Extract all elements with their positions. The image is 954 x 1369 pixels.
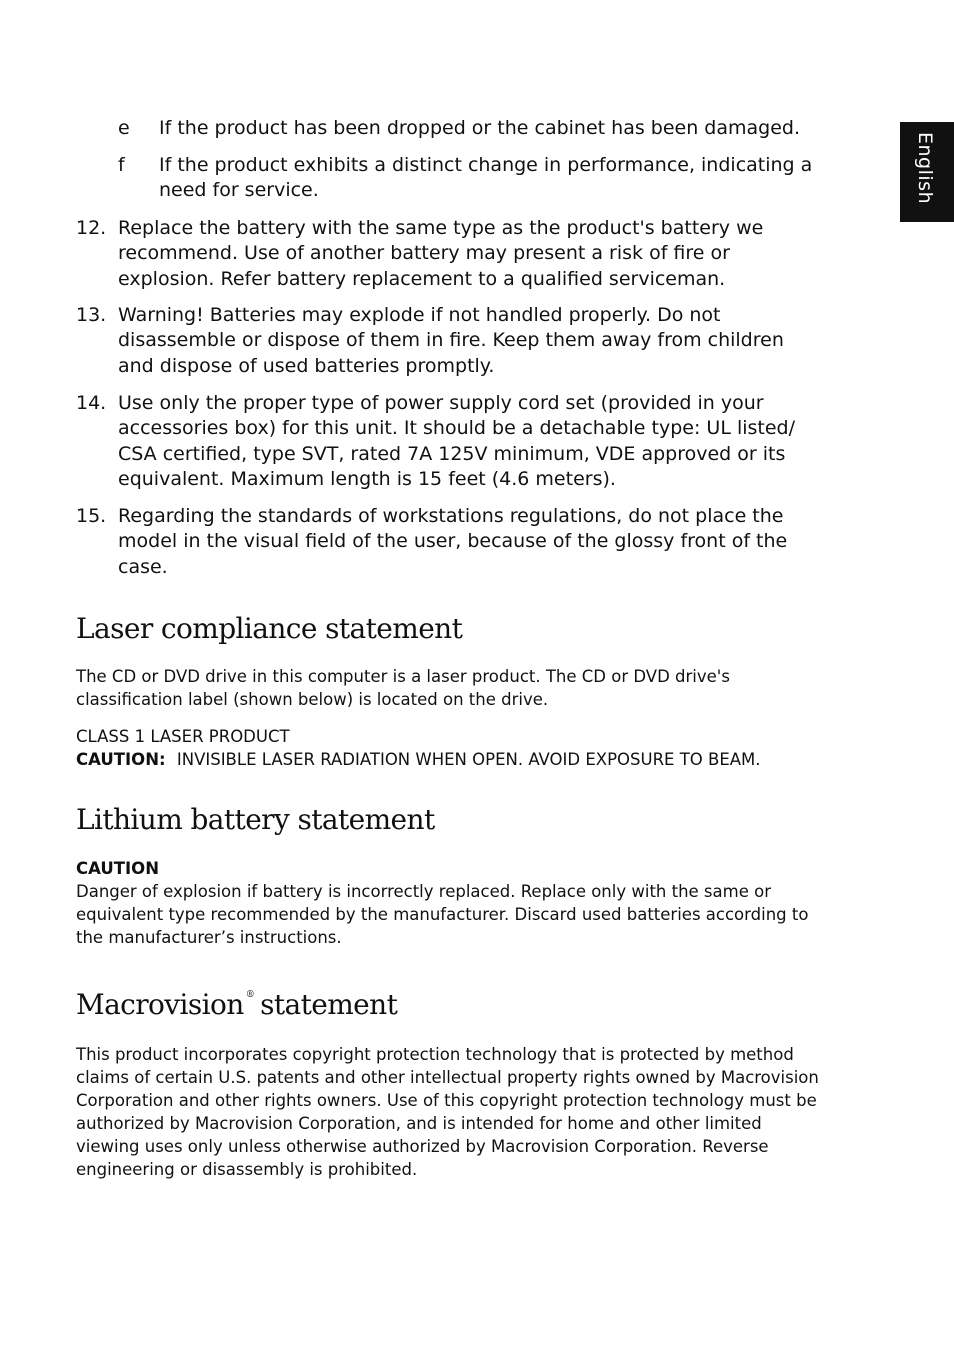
item-number: 15. bbox=[76, 505, 107, 527]
language-tab-label: English bbox=[914, 132, 936, 205]
item-number: 13. bbox=[76, 304, 107, 326]
list-item-text: If the product exhibits a distinct change in performance, indicating a need for service. bbox=[159, 154, 813, 201]
item-number: 12. bbox=[76, 217, 107, 239]
laser-heading: Laser compliance statement bbox=[76, 612, 463, 645]
language-tab bbox=[900, 122, 954, 222]
laser-caution bbox=[76, 748, 821, 771]
caution-label: CAUTION: bbox=[76, 750, 166, 769]
macrovision-heading-rest: statement bbox=[260, 988, 398, 1021]
list-item-e bbox=[118, 116, 818, 141]
macrovision-heading bbox=[76, 988, 397, 1021]
numbered-item-15 bbox=[76, 504, 816, 580]
numbered-item-12 bbox=[76, 216, 816, 292]
item-text: Use only the proper type of power supply cord set (provided in your accessories box) for this unit. It should be a detachable type: UL listed/ CSA certified, type SVT, rated 7A 125V minimum, VDE approved or its equivalent. Maximum length is 15 feet (4.6 meters). bbox=[118, 392, 795, 490]
lithium-caution-label: CAUTION bbox=[76, 859, 159, 878]
caution-text: INVISIBLE LASER RADIATION WHEN OPEN. AVOID EXPOSURE TO BEAM. bbox=[176, 750, 761, 769]
list-item-f bbox=[118, 153, 818, 203]
laser-class-line: CLASS 1 LASER PRODUCT bbox=[76, 727, 290, 746]
item-text: Regarding the standards of workstations regulations, do not place the model in the visual field of the user, because of the glossy front of the case. bbox=[118, 505, 788, 578]
item-text: Warning! Batteries may explode if not handled properly. Do not disassemble or dispose of them in fire. Keep them away from children and dispose of used batteries promptly. bbox=[118, 304, 784, 377]
lithium-body: Danger of explosion if battery is incorrectly replaced. Replace only with the same or equivalent type recommended by the manufacturer. Discard used batteries according to the manufacturer’s instructions. bbox=[76, 882, 809, 947]
list-item-text: If the product has been dropped or the cabinet has been damaged. bbox=[159, 117, 800, 139]
item-number: 14. bbox=[76, 392, 107, 414]
list-item-letter: f bbox=[118, 154, 125, 176]
macrovision-heading-name: Macrovision bbox=[76, 988, 244, 1021]
numbered-item-14 bbox=[76, 391, 816, 492]
lithium-heading: Lithium battery statement bbox=[76, 803, 435, 836]
item-text: Replace the battery with the same type as the product's battery we recommend. Use of another battery may present a risk of fire or explosion. Refer battery replacement to a qualified serviceman. bbox=[118, 217, 764, 290]
registered-mark: ® bbox=[245, 990, 255, 1000]
macrovision-body: This product incorporates copyright protection technology that is protected by method claims of certain U.S. patents and other intellectual property rights owned by Macrovision Corporation and other rights owners. Use of this copyright protection technology must be authorized by Macrovision Corporation, and is intended for home and other limited viewing uses only unless otherwise authorized by Macrovision Corporation. Reverse engineering or disassembly is prohibited. bbox=[76, 1045, 819, 1179]
laser-body: The CD or DVD drive in this computer is a laser product. The CD or DVD drive's classification label (shown below) is located on the drive. bbox=[76, 667, 730, 709]
numbered-item-13 bbox=[76, 303, 816, 379]
list-item-letter: e bbox=[118, 117, 130, 139]
